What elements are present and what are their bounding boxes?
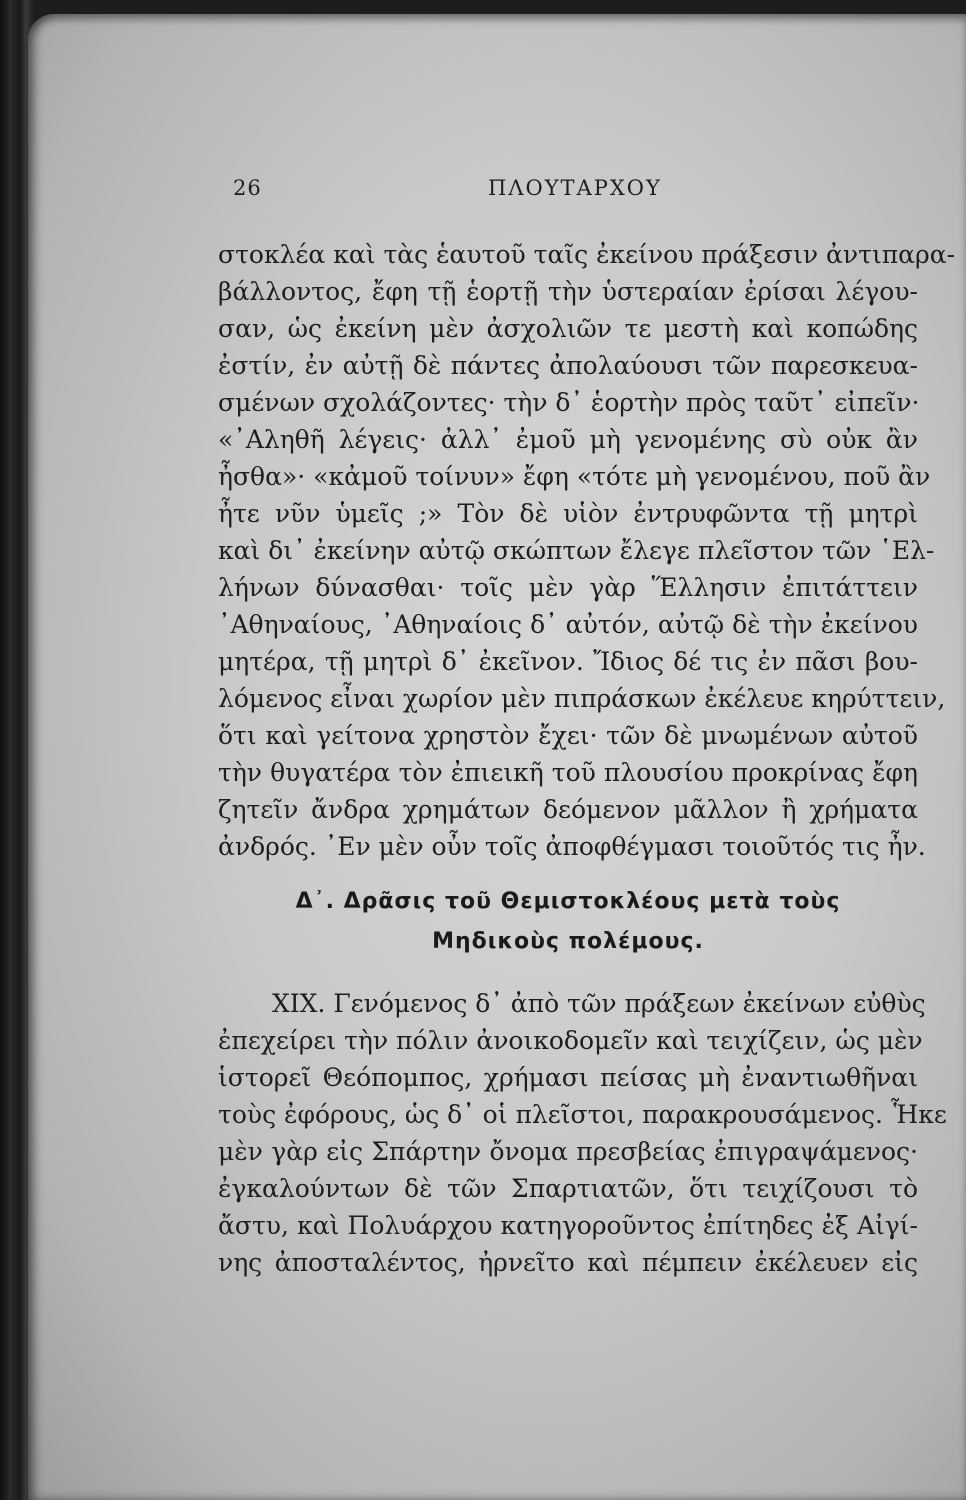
page-number: 26	[233, 176, 262, 200]
section-heading-line-1: Δ᾽. Δρᾶσις τοῦ Θεμιστοκλέους μετὰ τοὺς	[295, 889, 841, 914]
text-line: ἱστορεῖ Θεόπομπος, χρήμασι πείσας μὴ ἐναντιωθῆναι	[218, 1063, 918, 1092]
text-line: ἐγκαλούντων δὲ τῶν Σπαρτιατῶν, ὅτι τειχίζουσι τὸ	[218, 1174, 918, 1203]
text-line: ἄστυ, καὶ Πολυάρχου κατηγοροῦντος ἐπίτηδες ἐξ Αἰγί-	[218, 1211, 918, 1240]
text-line: τοὺς ἐφόρους, ὡς δ᾽ οἱ πλεῖστοι, παρακρουσάμενος. Ἧκε	[218, 1100, 947, 1129]
text-line: τὴν θυγατέρα τὸν ἐπιεικῆ τοῦ πλουσίου προκρίνας ἔφη	[218, 758, 918, 787]
text-line: ἦτε νῦν ὑμεῖς ;» Τὸν δὲ υἱὸν ἐντρυφῶντα τῇ μητρὶ	[218, 499, 918, 528]
section-heading	[218, 882, 918, 962]
text-line: καὶ δι᾽ ἐκείνην αὐτῷ σκώπτων ἔλεγε πλεῖστον τῶν ῾Ελ-	[218, 536, 935, 565]
text-line: νης ἀποσταλέντος, ἠρνεῖτο καὶ πέμπειν ἐκέλευεν εἰς	[218, 1248, 918, 1277]
text-line: ὅτι καὶ γείτονα χρηστὸν ἔχει· τῶν δὲ μνωμένων αὐτοῦ	[218, 721, 918, 750]
page-header	[233, 176, 913, 206]
paragraph-2	[218, 985, 947, 1281]
text-line: στοκλέα καὶ τὰς ἑαυτοῦ ταῖς ἐκείνου πράξεσιν ἀντιπαρα-	[218, 240, 956, 269]
text-line: μὲν γὰρ εἰς Σπάρτην ὄνομα πρεσβείας ἐπιγραψάμενος·	[218, 1137, 918, 1166]
text-line: σμένων σχολάζοντες· τὴν δ᾽ ἑορτὴν πρὸς ταῦτ᾽ εἰπεῖν·	[218, 388, 920, 417]
running-head: ΠΛΟΥΤΑΡΧΟΥ	[488, 176, 662, 200]
text-line: ᾽Αθηναίους, ᾽Αθηναίοις δ᾽ αὐτόν, αὐτῷ δὲ τὴν ἐκείνου	[218, 610, 918, 639]
text-line: ἦσθα»· «κἀμοῦ τοίνυν» ἔφη «τότε μὴ γενομένου, ποῦ ἂν	[218, 462, 931, 491]
text-line: ἀνδρός. ᾽Εν μὲν οὖν τοῖς ἀποφθέγμασι τοιοῦτός τις ἦν.	[218, 832, 926, 861]
text-line: «᾽Αληθῆ λέγεις· ἀλλ᾽ ἐμοῦ μὴ γενομένης σὺ οὐκ ἂν	[218, 425, 918, 454]
text-line: βάλλοντος, ἔφη τῇ ἑορτῇ τὴν ὑστεραίαν ἐρίσαι λέγου-	[218, 277, 918, 306]
text-line: σαν, ὡς ἐκείνη μὲν ἀσχολιῶν τε μεστὴ καὶ κοπώδης	[218, 314, 918, 343]
text-line: ζητεῖν ἄνδρα χρημάτων δεόμενον μᾶλλον ἢ χρήματα	[218, 795, 918, 824]
text-line: λήνων δύνασθαι· τοῖς μὲν γὰρ Ἕλλησιν ἐπιτάττειν	[218, 573, 918, 602]
text-line: ἐπεχείρει τὴν πόλιν ἀνοικοδομεῖν καὶ τειχίζειν, ὡς μὲν	[218, 1026, 923, 1055]
text-line: XIX. Γενόμενος δ᾽ ἀπὸ τῶν πράξεων ἐκείνων εὐθὺς	[272, 989, 926, 1018]
section-heading-line-2: Μηδικοὺς πολέμους.	[432, 929, 704, 954]
paragraph-1	[218, 236, 956, 865]
text-line: μητέρα, τῇ μητρὶ δ᾽ ἐκεῖνον. Ἴδιος δέ τις ἐν πᾶσι βου-	[218, 647, 918, 676]
text-line: λόμενος εἶναι χωρίον μὲν πιπράσκων ἐκέλευε κηρύττειν,	[218, 684, 946, 713]
text-line: ἐστίν, ἐν αὐτῇ δὲ πάντες ἀπολαύουσι τῶν παρεσκευα-	[218, 351, 918, 380]
